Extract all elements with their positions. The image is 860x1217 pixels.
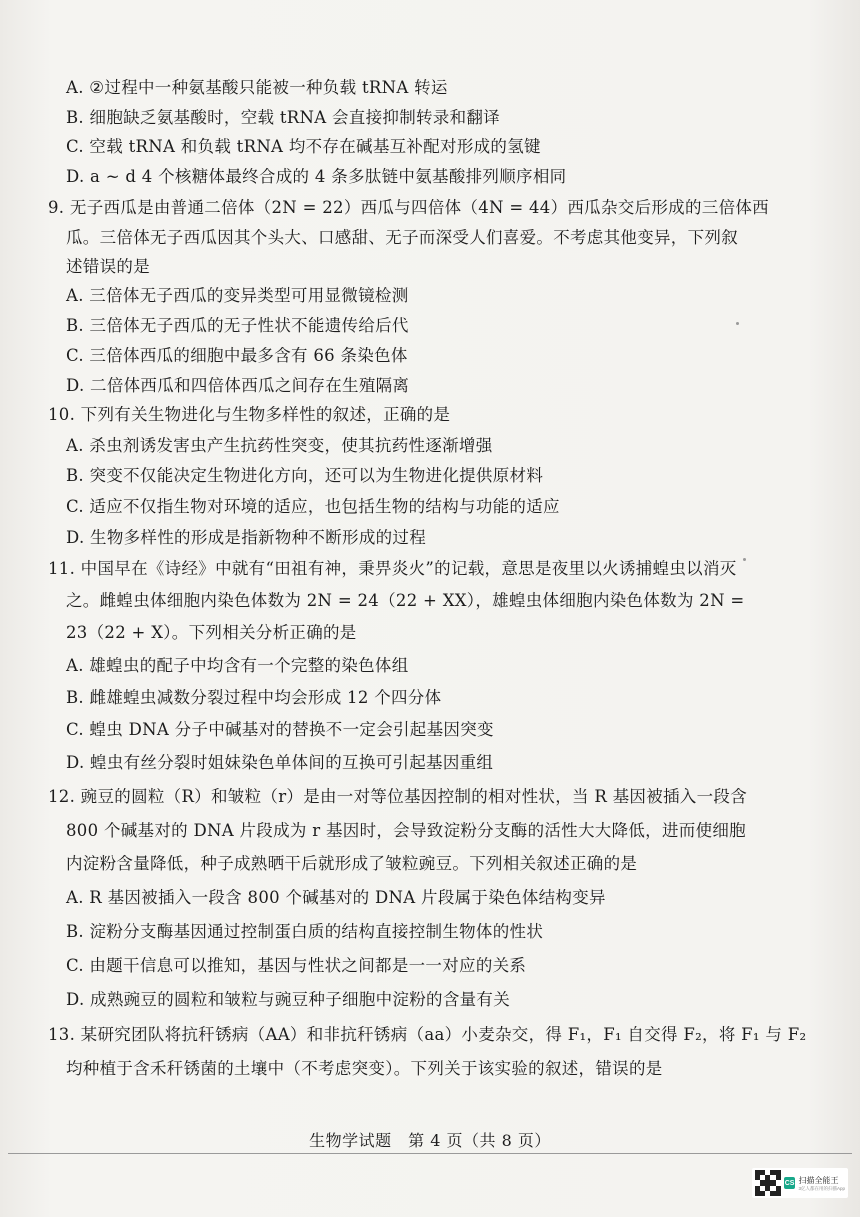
scanner-brand (798, 1175, 845, 1192)
q8-option-d: D. a ~ d 4 个核糖体最终合成的 4 条多肽链中氨基酸排列顺序相同 (66, 167, 567, 186)
q9-option-b: B. 三倍体无子西瓜的无子性状不能遗传给后代 (66, 316, 409, 335)
q11-option-c: C. 蝗虫 DNA 分子中碱基对的替换不一定会引起基因突变 (66, 720, 494, 739)
footer-divider (8, 1153, 852, 1154)
q12-stem-line-2: 800 个碱基对的 DNA 片段成为 r 基因时，会导致淀粉分支酶的活性大大降低，进而使细胞 (66, 821, 746, 840)
q12-stem-line-3: 内淀粉含量降低，种子成熟晒干后就形成了皱粒豌豆。下列相关叙述正确的是 (66, 854, 638, 873)
q11-option-b: B. 雌雄蝗虫减数分裂过程中均会形成 12 个四分体 (66, 688, 442, 707)
q8-option-c: C. 空载 tRNA 和负载 tRNA 均不存在碱基互补配对形成的氢键 (66, 137, 541, 156)
q10-stem: 10. 下列有关生物进化与生物多样性的叙述，正确的是 (48, 405, 451, 424)
q11-stem-line-2: 之。雌蝗虫体细胞内染色体数为 2N = 24（22 + XX），雄蝗虫体细胞内染色体数为 2N = (66, 591, 745, 610)
q12-option-a: A. R 基因被插入一段含 800 个碱基对的 DNA 片段属于染色体结构变异 (66, 888, 606, 907)
q9-option-d: D. 二倍体西瓜和四倍体西瓜之间存在生殖隔离 (66, 376, 410, 395)
scan-speck (743, 558, 746, 561)
q12-option-d: D. 成熟豌豆的圆粒和皱粒与豌豆种子细胞中淀粉的含量有关 (66, 990, 511, 1009)
q11-stem-line-3: 23（22 + X）。下列相关分析正确的是 (66, 623, 357, 642)
q9-option-c: C. 三倍体西瓜的细胞中最多含有 66 条染色体 (66, 346, 408, 365)
q12-stem-line-1: 12. 豌豆的圆粒（R）和皱粒（r）是由一对等位基因控制的相对性状，当 R 基因被插入一段含 (48, 787, 748, 806)
q9-stem-line-3: 述错误的是 (66, 257, 150, 276)
camscanner-logo-icon: CS (784, 1177, 796, 1189)
q13-stem-line-2: 均种植于含禾秆锈菌的土壤中（不考虑突变）。下列关于该实验的叙述，错误的是 (66, 1059, 663, 1078)
scan-speck (736, 322, 739, 325)
q9-stem-line-1: 9. 无子西瓜是由普通二倍体（2N = 22）西瓜与四倍体（4N = 44）西瓜杂交后形成的三倍体西 (48, 198, 769, 217)
qr-code-icon (755, 1170, 781, 1196)
scanner-brand-tagline: 3亿人都在用的扫描App (798, 1185, 845, 1191)
scanner-watermark (752, 1168, 848, 1198)
q13-stem-line-1: 13. 某研究团队将抗秆锈病（AA）和非抗秆锈病（aa）小麦杂交，得 F₁，F₁ 自交得 F₂，将 F₁ 与 F₂ (48, 1025, 807, 1044)
q10-option-a: A. 杀虫剂诱发害虫产生抗药性突变，使其抗药性逐渐增强 (66, 436, 493, 455)
q9-stem-line-2: 瓜。三倍体无子西瓜因其个头大、口感甜、无子而深受人们喜爱。不考虑其他变异，下列叙 (66, 228, 738, 247)
scanner-brand-name: 扫描全能王 (798, 1175, 839, 1185)
q8-option-a: A. ②过程中一种氨基酸只能被一种负载 tRNA 转运 (66, 78, 448, 97)
q10-option-b: B. 突变不仅能决定生物进化方向，还可以为生物进化提供原材料 (66, 466, 544, 485)
q10-option-d: D. 生物多样性的形成是指新物种不断形成的过程 (66, 528, 427, 547)
q11-option-a: A. 雄蝗虫的配子中均含有一个完整的染色体组 (66, 656, 409, 675)
q9-option-a: A. 三倍体无子西瓜的变异类型可用显微镜检测 (66, 286, 409, 305)
q11-stem-line-1: 11. 中国早在《诗经》中就有“田祖有神，秉畀炎火”的记载，意思是夜里以火诱捕蝗虫以消灭 (48, 559, 737, 578)
q12-option-c: C. 由题干信息可以推知，基因与性状之间都是一一对应的关系 (66, 956, 527, 975)
q10-option-c: C. 适应不仅指生物对环境的适应，也包括生物的结构与功能的适应 (66, 497, 560, 516)
page-footer: 生物学试题 第 4 页（共 8 页） (309, 1131, 551, 1150)
q8-option-b: B. 细胞缺乏氨基酸时，空载 tRNA 会直接抑制转录和翻译 (66, 108, 501, 127)
q12-option-b: B. 淀粉分支酶基因通过控制蛋白质的结构直接控制生物体的性状 (66, 922, 544, 941)
q11-option-d: D. 蝗虫有丝分裂时姐妹染色单体间的互换可引起基因重组 (66, 753, 494, 772)
